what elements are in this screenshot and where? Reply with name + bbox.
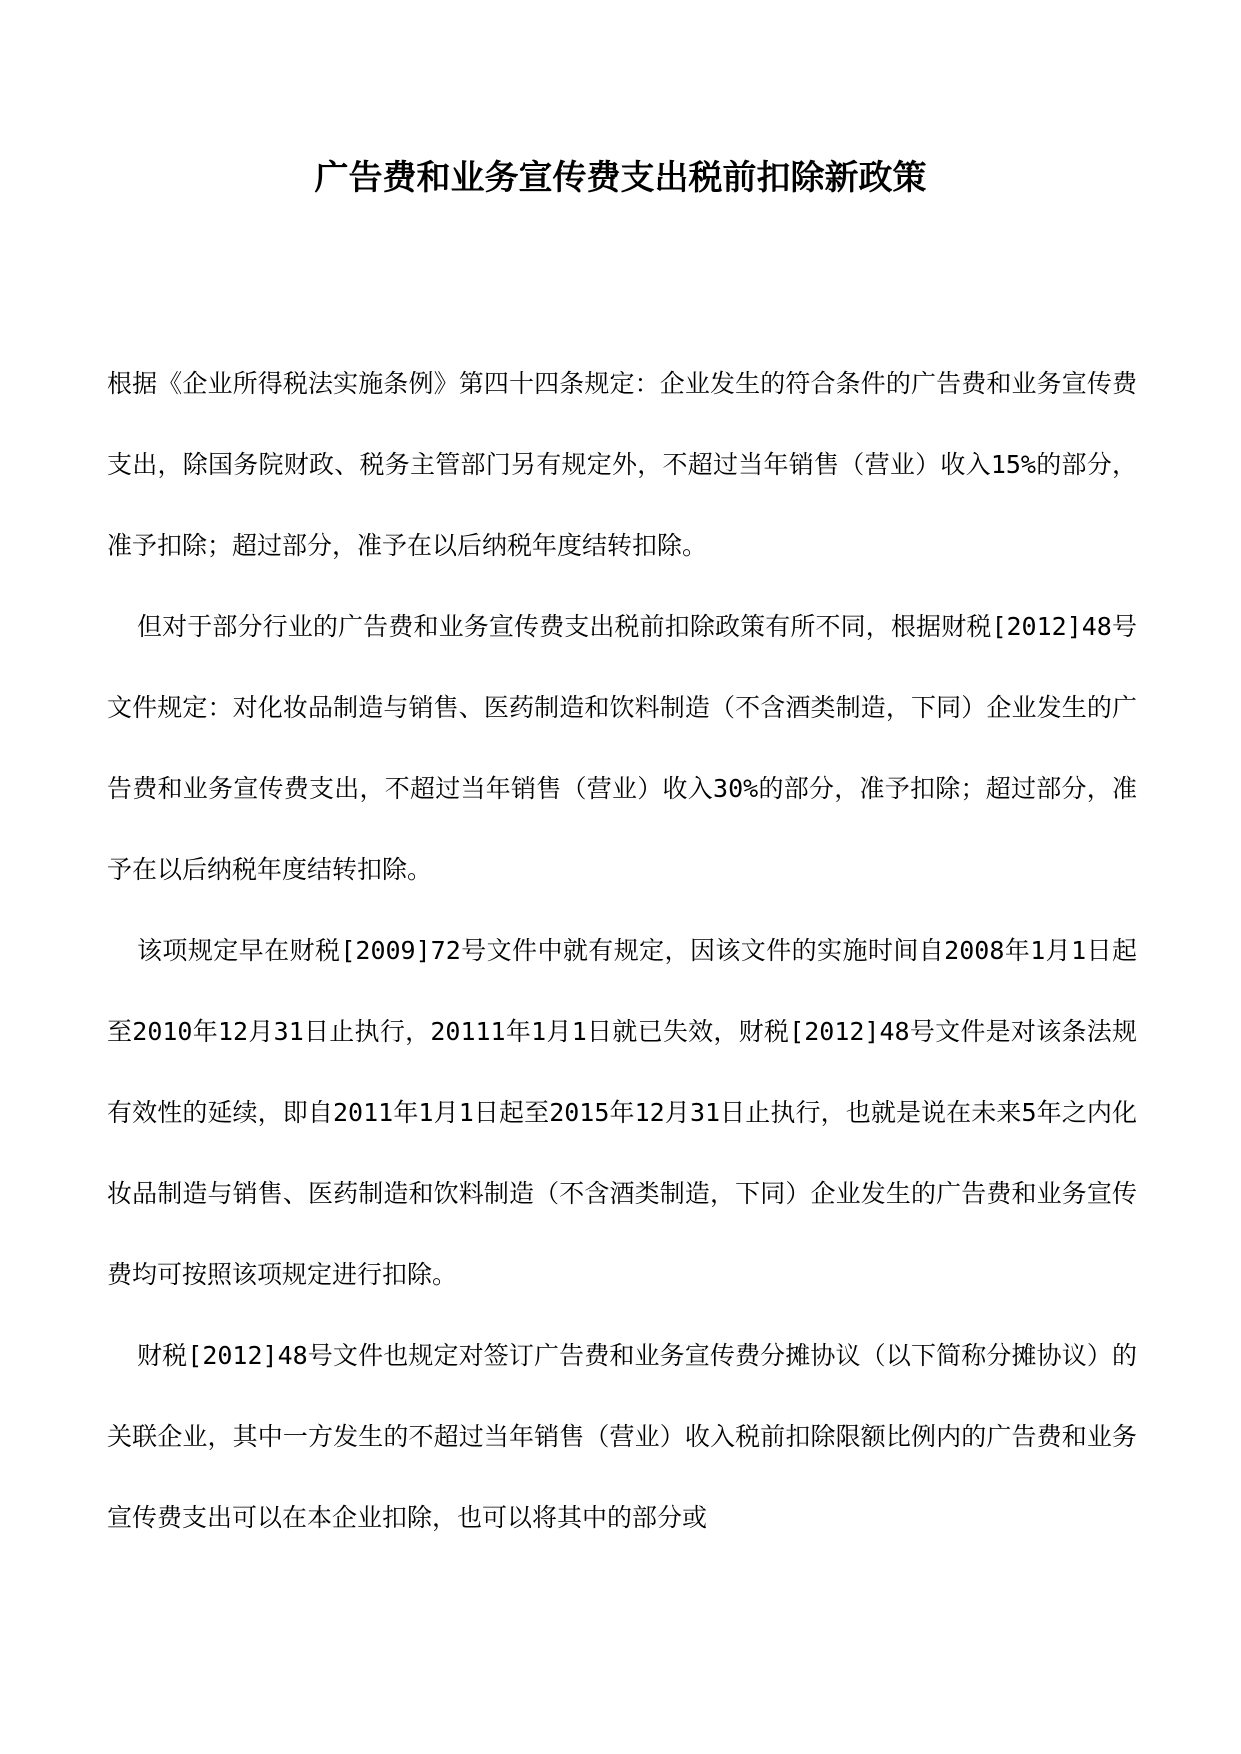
- paragraph-1: 根据《企业所得税法实施条例》第四十四条规定：企业发生的符合条件的广告费和业务宣传费支出，除国务院财政、税务主管部门另有规定外，不超过当年销售（营业）收入15%的部分，准予扣除；超过部分，准予在以后纳税年度结转扣除。: [107, 369, 1137, 560]
- paragraph-3: 该项规定早在财税[2009]72号文件中就有规定，因该文件的实施时间自2008年1月1日起至2010年12月31日止执行，20111年1月1日就已失效，财税[2012]48号文件是对该条法规有效性的延续，即自2011年1月1日起至2015年12月31日止执行，也就是说在未来5年之内化妆品制造与销售、医药制造和饮料制造（不含酒类制造，下同）企业发生的广告费和业务宣传费均可按照该项规定进行扣除。: [107, 936, 1137, 1289]
- document-title: 广告费和业务宣传费支出税前扣除新政策: [314, 158, 927, 198]
- document-body: [107, 343, 1137, 1558]
- paragraph-2: 但对于部分行业的广告费和业务宣传费支出税前扣除政策有所不同，根据财税[2012]48号文件规定：对化妆品制造与销售、医药制造和饮料制造（不含酒类制造，下同）企业发生的广告费和业务宣传费支出，不超过当年销售（营业）收入30%的部分，准予扣除；超过部分，准予在以后纳税年度结转扣除。: [107, 612, 1137, 884]
- paragraph-4: 财税[2012]48号文件也规定对签订广告费和业务宣传费分摊协议（以下简称分摊协议）的关联企业，其中一方发生的不超过当年销售（营业）收入税前扣除限额比例内的广告费和业务宣传费支出可以在本企业扣除，也可以将其中的部分或: [107, 1341, 1137, 1532]
